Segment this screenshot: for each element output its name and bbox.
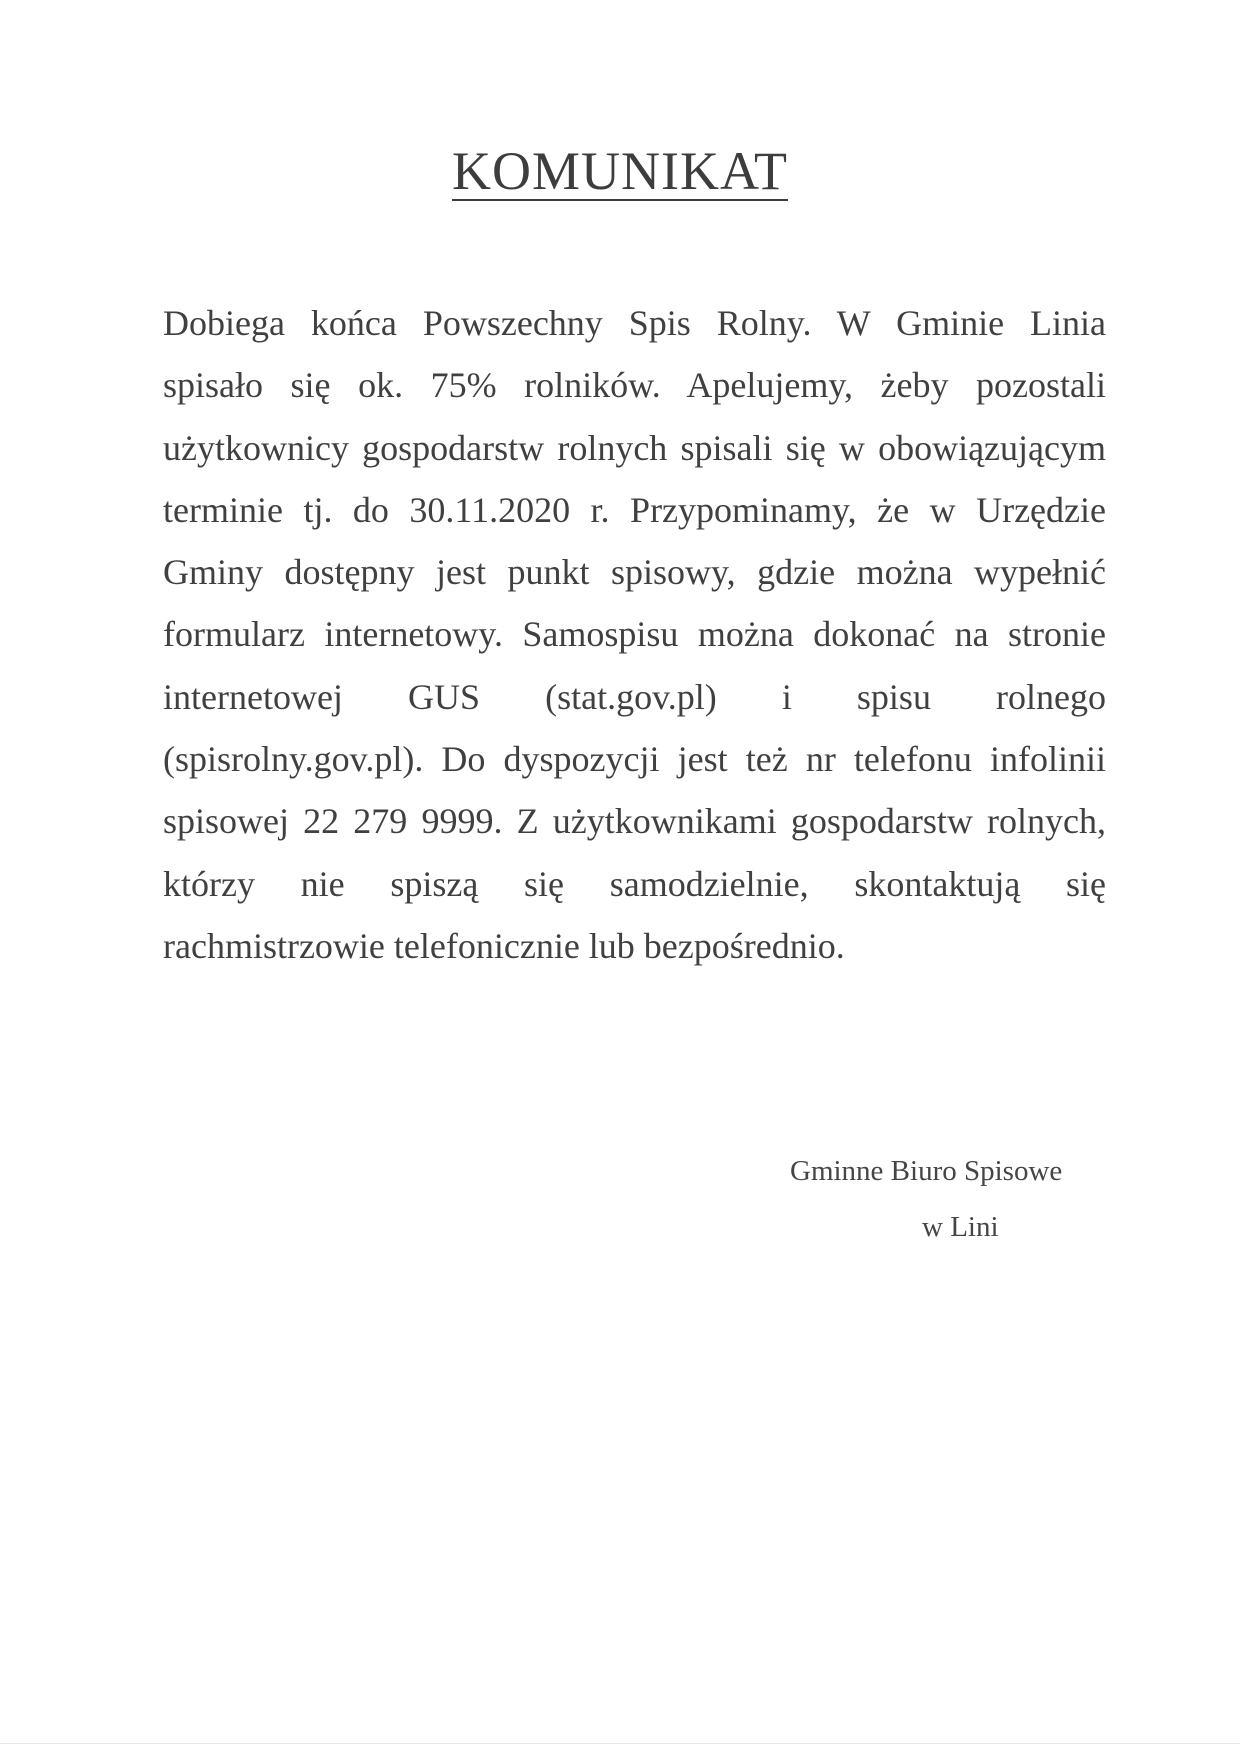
body-line: Dobiega końca Powszechny Spis Rolny. W Gminie Linia — [163, 303, 1106, 343]
body-line: użytkownicy gospodarstw rolnych spisali się w obowiązującym — [163, 427, 1106, 468]
body-line: internetowej GUS (stat.gov.pl) i spisu rolnego — [163, 676, 1106, 717]
document-title — [0, 140, 1240, 202]
body-line: Gminy dostępny jest punkt spisowy, gdzie można wypełnić — [163, 552, 1106, 593]
body-line: (spisrolny.gov.pl). Do dyspozycji jest też nr telefonu infolinii — [163, 739, 1106, 780]
signature-location: w Lini — [922, 1211, 999, 1243]
document-title-text: KOMUNIKAT — [452, 141, 788, 201]
body-line: terminie tj. do 30.11.2020 r. Przypominamy, że w Urzędzie — [163, 489, 1106, 530]
announcement-body — [163, 292, 1106, 977]
body-line: spisało się ok. 75% rolników. Apelujemy, żeby pozostali — [163, 365, 1106, 406]
body-line: spisowej 22 279 9999. Z użytkownikami gospodarstw rolnych, — [163, 801, 1106, 842]
scan-edge-divider — [0, 1743, 1240, 1744]
body-line: którzy nie spiszą się samodzielnie, skontaktują się — [163, 863, 1106, 904]
signature-block — [790, 1143, 1062, 1255]
body-line: formularz internetowy. Samospisu można dokonać na stronie — [163, 614, 1106, 655]
signature-office: Gminne Biuro Spisowe — [790, 1155, 1063, 1187]
body-line: rachmistrzowie telefonicznie lub bezpośrednio. — [163, 925, 845, 966]
